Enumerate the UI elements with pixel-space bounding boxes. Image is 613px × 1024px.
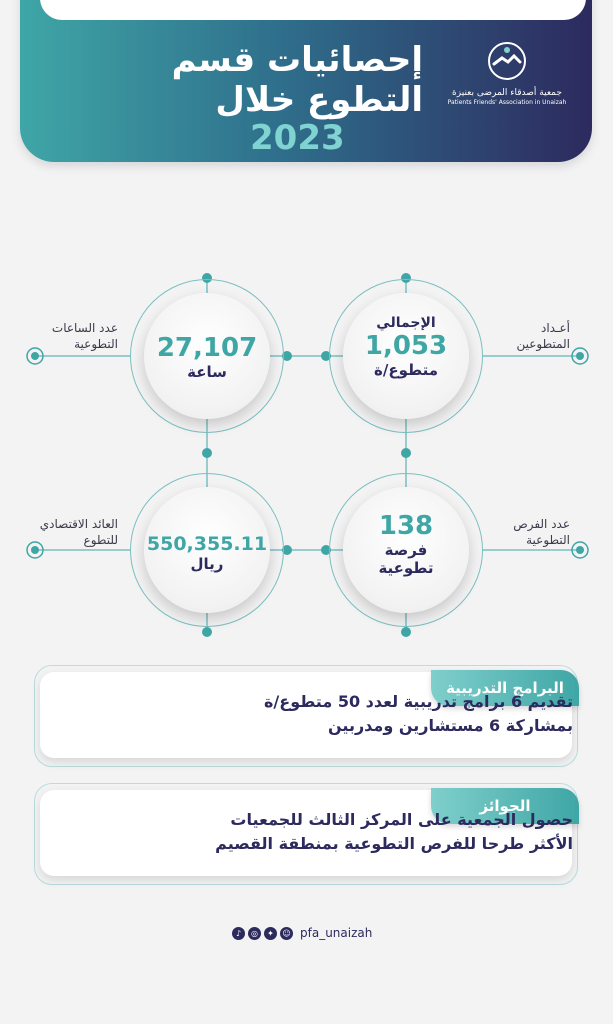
tiktok-icon[interactable]: ♪ <box>232 927 245 940</box>
volunteers-value: 1,053 <box>364 331 448 361</box>
opportunities-side-label <box>470 516 570 548</box>
volunteers-side-label <box>470 320 570 352</box>
volunteers-side-label-line1: أعـداد <box>541 321 570 335</box>
economic-side-label <box>18 516 118 548</box>
opportunities-side-label-line2: التطوعية <box>526 533 570 547</box>
hours-stat-circle <box>144 293 270 419</box>
opportunities-side-label-line1: عدد الفرص <box>513 517 570 531</box>
social-handle[interactable]: pfa_unaizah <box>300 926 373 940</box>
training-text-line2: بمشاركة 6 مستشارين ومدربين <box>328 716 573 735</box>
opportunities-unit-line1: فرصة <box>384 541 428 559</box>
header-title-line2: التطوع خلال <box>215 80 423 120</box>
snapchat-icon[interactable]: ☺ <box>280 927 293 940</box>
awards-text <box>113 808 573 856</box>
economic-side-label-line2: للتطوع <box>83 533 118 547</box>
economic-side-label-line1: العائد الاقتصادي <box>39 517 118 531</box>
volunteers-unit: متطوع/ة <box>373 361 438 379</box>
economic-value: 550,355.11 <box>146 533 268 555</box>
opportunities-stat-circle <box>343 487 469 613</box>
opportunities-value: 138 <box>378 511 434 541</box>
logo-english-name: Patients Friends' Association in Unaizah <box>447 99 567 106</box>
economic-unit: ريال <box>190 555 224 573</box>
logo-arabic-name: جمعية أصدقاء المرضى بعنيزة <box>452 88 562 98</box>
twitter-icon[interactable]: ✦ <box>264 927 277 940</box>
awards-text-line2: الأكثر طرحا للفرص التطوعية بمنطقة القصيم <box>215 834 573 853</box>
header-year: 2023 <box>250 118 345 158</box>
awards-text-line1: حصول الجمعية على المركز الثالث للجمعيات <box>230 810 573 829</box>
opportunities-unit-line2: تطوعية <box>378 559 434 577</box>
header-title-line1: إحصائيات قسم <box>171 40 423 80</box>
volunteers-prefix: الإجمالي <box>376 315 436 331</box>
volunteers-stat-circle <box>343 293 469 419</box>
volunteers-side-label-line2: المتطوعين <box>516 337 570 351</box>
training-label-pill: البرامج التدريبية <box>431 670 579 706</box>
training-text-line1: تقديم 6 برامج تدريبية لعدد 50 متطوع/ة <box>263 692 573 711</box>
training-text <box>113 690 573 738</box>
instagram-icon[interactable]: ◎ <box>248 927 261 940</box>
hours-side-label-line2: التطوعية <box>74 337 118 351</box>
hours-side-label-line1: عدد الساعات <box>51 321 118 335</box>
social-footer <box>232 926 372 940</box>
hours-unit: ساعة <box>187 363 227 381</box>
hours-value: 27,107 <box>156 333 258 363</box>
economic-stat-circle <box>144 487 270 613</box>
hours-side-label <box>18 320 118 352</box>
awards-label-pill: الجوائز <box>431 788 579 824</box>
